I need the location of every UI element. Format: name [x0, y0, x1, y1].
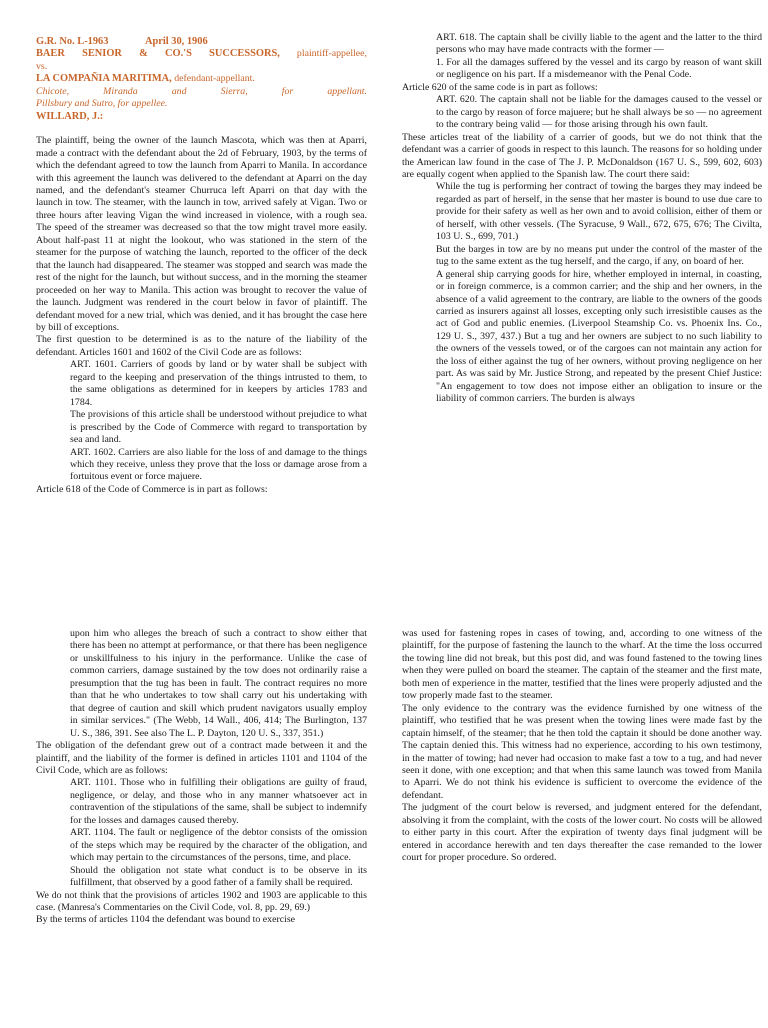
article-1104: ART. 1104. The fault or negligence of the debtor consists of the omission of the steps which may be required by the character of the obligation, and which may pertain to the circumstances of the persons, time, and place.: [70, 827, 367, 864]
quote-barges-control: But the barges in tow are by no means put under the control of the master of the tug to the same extent as the tug herself, and the cargo, if any, on board of her.: [436, 243, 762, 268]
paragraph-article-618-intro: Article 618 of the Code of Commerce is in part as follows:: [36, 483, 268, 495]
paragraph-facts: The plaintiff, being the owner of the launch Mascota, which was then at Aparri, made a contract with the defendant about the 2d of February, 1903, by the terms of which the defendant agreed to tow the launch from Aparri to Manila. In accordance with this agreement the launch was delivered to the defendant at Aparri on the day named, and the defendant's steamer Churruca left Aparri on that day with the launch in tow. The steamer, with the launch in tow, arrived safely at Vigan. Two or three hours after leaving Vigan the wind increased in violence, with a rough sea. The speed of the streamer was decreased so that the tow might travel more easily. About half-past 11 at night the lookout, who was stationed in the stern of the steamer for the purpose of watching the launch, reported to the officer of the deck that the launch had disappeared. The steamer was stopped and search was made the rest of the night for the launch, but without success, and in the morning the steamer proceeded on her way to Manila. This action was brought to recover the value of the launch. Judgment was rendered in the court below in favor of plaintiff. The defendant moved for a new trial, which was denied, and it has brought the case here by bill of exceptions.: [36, 135, 367, 333]
column-1: [36, 36, 367, 558]
defendant-name: LA COMPAÑIA MARITIMA,: [36, 73, 172, 85]
column-3: [36, 628, 367, 1028]
article-1101: ART. 1101. Those who in fulfilling their obligations are guilty of fraud, negligence, or delay, and those who in any manner whatsoever act in contravention of the stipulations of the same, shall be subject to indemnify for the losses and damages caused thereby.: [70, 777, 367, 826]
case-number: G.R. No. L-1963: [36, 36, 109, 47]
paragraph-first-question: The first question to be determined is as to the nature of the liability of the defendant. Articles 1601 and 1602 of the Civil Code are as follows:: [36, 334, 367, 358]
plaintiff-line: [36, 48, 367, 60]
paragraph-obligation: The obligation of the defendant grew out of a contract made between it and the plaintiff, and the liability of the former is defined in articles 1101 and 1104 of the Civil Code, which are as follows:: [36, 740, 367, 776]
defendant-role: defendant-appellant.: [171, 73, 255, 85]
article-1104-second: Should the obligation not state what conduct is to be observe in its fulfillment, that observed by a good father of a family shall be required.: [70, 864, 367, 889]
paragraph-articles-1902-1903: We do not think that the provisions of articles 1902 and 1903 are applicable to this case. (Manresa's Commentaries on the Civil Code, vol. 8, pp. 29, 69.): [36, 889, 367, 913]
column-2: [402, 32, 762, 558]
paragraph-carrier-analysis: These articles treat of the liability of a carrier of goods, but we do not think that the defendant was a carrier of goods in respect to this launch. The reasons for so holding under the American law found in the case of The J. P. McDonaldson (167 U. S., 599, 602, 603) are equally cogent when applied to the Spanish law. The court there said:: [402, 131, 762, 180]
article-1602: ART. 1602. Carriers are also liable for the loss of and damage to the things which they receive, unless they prove that the loss or damage arose from a fortuitous event or force majuere.: [70, 446, 367, 483]
quote-tug-contract: While the tug is performing her contract of towing the barges they may indeed be regarded as part of herself, in the sense that her master is bound to use due care to provide for their safety as well as her own and to avoid collision, either of them or of herself, with other vessels. (The Syracuse, 9 Wall., 672, 675, 676; The Civilta, 103 U. S., 699, 701.): [436, 181, 762, 243]
paragraph-contrary-evidence: The only evidence to the contrary was the evidence furnished by one witness of the plaintiff, who testified that he was present when the towing lines were made fast by the captain himself, of the steamer; that he then told the captain it should be done another way. The captain denied this. This witness had no experience, according to his own testimony, in the matter of towing; had never had occasion to make fast a tow to a tug, and had never seen it done, with one exception; and that when this same launch was towed from Manila to Aparri. We do not think his evidence is sufficient to overcome the evidence of the defendant.: [402, 702, 762, 801]
quote-continued: upon him who alleges the breach of such a contract to show either that there has been no attempt at performance, or that there has been negligence or unskillfulness to his injury in the performance. Unlike the case of common carriers, damage sustained by the tow does not ordinarily raise a presumption that the tug has been in fault. The contract requires no more than that he who undertakes to tow shall carry out his undertaking with that degree of caution and skill which prudent navigators usually employ in similar services." (The Webb, 14 Wall., 406, 414; The Burlington, 137 U. S., 386, 391. See also The L. P. Dayton, 120 U. S., 337, 351.): [70, 628, 367, 739]
article-1601-proviso: The provisions of this article shall be understood without prejudice to what is prescribed by the Code of Commerce with regard to transportation by sea and land.: [70, 409, 367, 446]
plaintiff-role: plaintiff-appellee,: [279, 48, 367, 60]
ponente: WILLARD, J.:: [36, 110, 104, 122]
column-4: [402, 628, 762, 1024]
plaintiff-name: BAER SENIOR & CO.'S SUCCESSORS,: [36, 48, 280, 60]
counsel-appellee: Pillsbury and Sutro, for appellee.: [36, 98, 168, 110]
paragraph-article-1104-terms: By the terms of articles 1104 the defendant was bound to exercise: [36, 914, 296, 926]
article-618-item-1: 1. For all the damages suffered by the vessel and its cargo by reason of want skill or negligence on his part. If a misdemeanor with the Penal Code.: [436, 56, 762, 81]
article-620: ART. 620. The captain shall not be liable for the damages caused to the vessel or to the cargo by reason of force majuere; but he shall always be so — no agreement to the contrary being valid — for those arising through his own fault.: [436, 94, 762, 131]
quote-general-ship: A general ship carrying goods for hire, whether employed in internal, in coasting, or in foreign commerce, is a common carrier; and the ship and her owners, in the absence of a valid agreement to the contrary, are liable to the owners of the goods carried as insurers against all losses, excepting only such irresistible causes as the act of God and public enemies. (Liverpool Steamship Co. vs. Phoenix Ins. Co., 129 U. S., 397, 437.) But a tug and her owners are subject to no such liability to the owners of the vessels towed, or of the cargoes can not maintain any action for the loss of either against the tug of her owners, without proving negligence on her part. As was said by Mr. Justice Strong, and repeated by the present Chief Justice: "An engagement to tow does not impose either an obligation to insure or the liability of common carriers. The burden is always: [436, 268, 762, 405]
counsel-appellant: Chicote, Miranda and Sierra, for appellant.: [36, 85, 367, 97]
paragraph-judgment: The judgment of the court below is reversed, and judgment entered for the defendant, absolving it from the complaint, with the costs of the lower court. No costs will be allowed to either party in this court. After the expiration of twenty days final judgment will be entered in accordance herewith and ten days thereafter the case remanded to the lower court for proper procedure. So ordered.: [402, 802, 762, 864]
vs-line: vs.: [36, 60, 48, 72]
defendant-line: [36, 73, 367, 85]
article-1601: ART. 1601. Carriers of goods by land or by water shall be subject with regard to the keeping and preservation of the things intrusted to them, to the same obligations as determined for in keepers by articles 1783 and 1784.: [70, 359, 367, 408]
article-618: ART. 618. The captain shall be civilly liable to the agent and the latter to the third persons who may have made contracts with the former —: [436, 32, 762, 56]
case-number-line: [36, 36, 367, 48]
case-date: April 30, 1906: [145, 36, 208, 47]
paragraph-towing-post: was used for fastening ropes in cases of towing, and, according to one witness of the plaintiff, for the purpose of fastening the launch to the wharf. At the time the loss occurred the towing line did not break, but this post did, and was found fastened to the towing lines when they were pulled on board the steamer. The captain of the steamer and the first mate, both men of experience in the matter, testified that the lines were properly adjusted and the tow properly made fast to the steamer.: [402, 628, 762, 702]
paragraph-article-620-intro: Article 620 of the same code is in part as follows:: [402, 81, 598, 93]
